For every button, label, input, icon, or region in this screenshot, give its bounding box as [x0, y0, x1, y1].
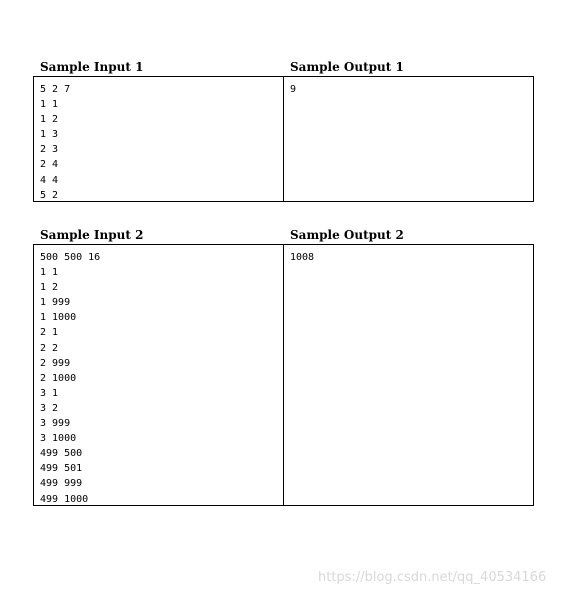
- sample-input-cell: [34, 77, 284, 201]
- sample-input-header: Sample Input 1: [40, 60, 144, 74]
- sample-line: 3 2: [40, 402, 59, 414]
- sample-line: 1008: [290, 252, 315, 263]
- sample-line: 5 2: [40, 189, 59, 201]
- sample-line: 1 3: [40, 129, 59, 141]
- sample-line: 5 2 7: [40, 84, 71, 95]
- sample-line: 2 1000: [40, 372, 77, 384]
- sample-line: 499 1000: [40, 493, 89, 505]
- sample-line: 2 1: [40, 327, 59, 339]
- sample-line: 3 1000: [40, 433, 77, 445]
- sample-line: 1 1: [40, 99, 59, 111]
- sample-line: 2 999: [40, 357, 71, 369]
- sample-line: 1 2: [40, 282, 59, 294]
- watermark: https://blog.csdn.net/qq_40534166: [318, 570, 547, 585]
- sample-line: 3 1: [40, 387, 59, 399]
- sample-line: 499 501: [40, 463, 83, 475]
- sample-block-2: [33, 228, 534, 506]
- sample-input-cell: [34, 245, 284, 505]
- sample-line: 499 500: [40, 448, 83, 460]
- sample-line: 2 4: [40, 159, 59, 171]
- sample-line: 1 2: [40, 114, 59, 126]
- sample-line: 4 4: [40, 174, 59, 186]
- sample-line: 9: [290, 84, 297, 95]
- sample-table: [33, 244, 534, 506]
- sample-line: 2 2: [40, 342, 59, 354]
- sample-line: 1 1000: [40, 312, 77, 324]
- sample-table: [33, 76, 534, 202]
- sample-line: 2 3: [40, 144, 59, 156]
- sample-input-header: Sample Input 2: [40, 228, 144, 242]
- sample-output-header: Sample Output 2: [290, 228, 404, 242]
- sample-line: 499 999: [40, 478, 83, 490]
- sample-line: 1 999: [40, 297, 71, 309]
- sample-output-cell: [284, 77, 533, 201]
- sample-line: 500 500 16: [40, 252, 101, 263]
- sample-block-1: [33, 60, 534, 202]
- sample-line: 3 999: [40, 418, 71, 430]
- sample-output-header: Sample Output 1: [290, 60, 404, 74]
- sample-output-cell: [284, 245, 533, 505]
- sample-headers: [33, 228, 534, 244]
- sample-line: 1 1: [40, 267, 59, 279]
- sample-headers: [33, 60, 534, 76]
